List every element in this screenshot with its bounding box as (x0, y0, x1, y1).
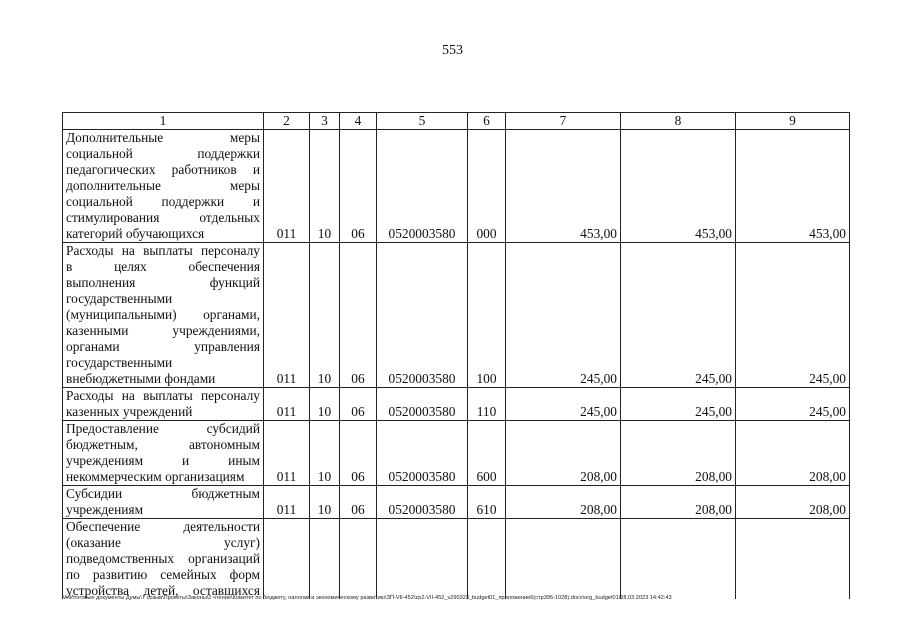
amount-cell: 208,00 (736, 421, 850, 486)
row-name-line: по развитию семейных форм (66, 567, 260, 582)
target-article-cell: 0520003580 (377, 243, 468, 388)
amount-cell: 208,00 (506, 421, 621, 486)
table-row (63, 519, 850, 600)
row-name-line: бюджетным, автономным (66, 437, 260, 452)
target-article-cell: 0520003580 (377, 130, 468, 243)
table-row (63, 486, 850, 519)
amount-cell: 453,00 (621, 130, 736, 243)
row-name-line: стимулирования отдельных (66, 210, 260, 225)
amount-cell: 208,00 (506, 486, 621, 519)
document-path-footer: M:\Итоговые документы Думы\7 созыв\Проекты\Законы\2 чтение\Комитет по бюджету, налогам и экономическому развитию\ЗП-VII-452\zp2-VII-452_v290323_budget01_приложение6(стр395-1028).docx\org_budget01\28.03.2023 14:42:43 (62, 595, 672, 601)
budget-table (62, 112, 850, 599)
row-name-cell (63, 243, 264, 388)
amount-cell (621, 519, 736, 600)
amount-cell: 453,00 (506, 130, 621, 243)
amount-cell: 453,00 (736, 130, 850, 243)
table-header-row (63, 113, 850, 130)
column-header: 1 (63, 113, 264, 130)
target-article-cell: 0520003580 (377, 388, 468, 421)
row-name-line: выполнения функций (66, 275, 260, 290)
amount-cell (736, 519, 850, 600)
row-name-line: Расходы на выплаты персоналу (66, 243, 260, 258)
row-name-line: казенными учреждениями, (66, 323, 260, 338)
row-name-cell (63, 130, 264, 243)
section-cell: 10 (310, 421, 340, 486)
row-name-line: подведомственных организаций (66, 551, 260, 566)
amount-cell: 245,00 (621, 243, 736, 388)
section-cell: 10 (310, 243, 340, 388)
target-article-cell: 0520003580 (377, 421, 468, 486)
subsection-cell: 06 (340, 243, 377, 388)
amount-cell: 208,00 (621, 421, 736, 486)
subsection-cell: 06 (340, 421, 377, 486)
row-name-line: категорий обучающихся (66, 226, 205, 241)
table-row (63, 243, 850, 388)
row-name-line: учреждениям (66, 502, 144, 517)
row-name-line: педагогических работников и (66, 162, 260, 177)
section-cell: 10 (310, 486, 340, 519)
subsection-cell: 06 (340, 486, 377, 519)
admin-code-cell: 011 (264, 243, 310, 388)
amount-cell: 245,00 (621, 388, 736, 421)
row-name-line: некоммерческим организациям (66, 469, 245, 484)
admin-code-cell: 011 (264, 130, 310, 243)
row-name-cell (63, 388, 264, 421)
admin-code-cell: 011 (264, 421, 310, 486)
row-name-line: Дополнительные меры (66, 130, 260, 145)
target-article-cell: 0520003580 (377, 486, 468, 519)
table-row (63, 388, 850, 421)
expense-type-cell: 110 (468, 388, 506, 421)
column-header: 2 (264, 113, 310, 130)
row-name-line: органами управления (66, 339, 260, 354)
row-name-cell (63, 486, 264, 519)
row-name-line: в целях обеспечения (66, 259, 260, 274)
row-name-line: государственными (66, 291, 173, 306)
table-row (63, 421, 850, 486)
amount-cell (506, 519, 621, 600)
section-cell: 10 (310, 130, 340, 243)
amount-cell: 245,00 (506, 243, 621, 388)
section-cell: 10 (310, 388, 340, 421)
expense-type-cell: 100 (468, 243, 506, 388)
row-name-line: (оказание услуг) (66, 535, 260, 550)
column-header: 5 (377, 113, 468, 130)
row-name-cell (63, 519, 264, 600)
section-cell (310, 519, 340, 600)
admin-code-cell (264, 519, 310, 600)
column-header: 4 (340, 113, 377, 130)
row-name-line: (муниципальными) органами, (66, 307, 260, 322)
column-header: 3 (310, 113, 340, 130)
admin-code-cell: 011 (264, 388, 310, 421)
column-header: 9 (736, 113, 850, 130)
amount-cell: 245,00 (506, 388, 621, 421)
row-name-line: Предоставление субсидий (66, 421, 260, 436)
table-row (63, 130, 850, 243)
subsection-cell: 06 (340, 388, 377, 421)
row-name-line: внебюджетными фондами (66, 371, 216, 386)
column-header: 6 (468, 113, 506, 130)
row-name-line: Обеспечение деятельности (66, 519, 260, 534)
page-number: 553 (442, 43, 463, 58)
amount-cell: 208,00 (621, 486, 736, 519)
column-header: 8 (621, 113, 736, 130)
expense-type-cell: 600 (468, 421, 506, 486)
expense-type-cell (468, 519, 506, 600)
row-name-cell (63, 421, 264, 486)
expense-type-cell: 610 (468, 486, 506, 519)
row-name-line: государственными (66, 355, 173, 370)
target-article-cell (377, 519, 468, 600)
row-name-line: Расходы на выплаты персоналу (66, 388, 260, 403)
row-name-line: дополнительные меры (66, 178, 260, 193)
amount-cell: 208,00 (736, 486, 850, 519)
subsection-cell (340, 519, 377, 600)
row-name-line: социальной поддержки (66, 146, 260, 161)
row-name-line: устройства детей, оставшихся (66, 583, 260, 598)
row-name-line: учреждениям и иным (66, 453, 260, 468)
amount-cell: 245,00 (736, 388, 850, 421)
subsection-cell: 06 (340, 130, 377, 243)
row-name-line: социальной поддержки и (66, 194, 260, 209)
expense-type-cell: 000 (468, 130, 506, 243)
row-name-line: казенных учреждений (66, 404, 193, 419)
column-header: 7 (506, 113, 621, 130)
amount-cell: 245,00 (736, 243, 850, 388)
admin-code-cell: 011 (264, 486, 310, 519)
row-name-line: Субсидии бюджетным (66, 486, 260, 501)
